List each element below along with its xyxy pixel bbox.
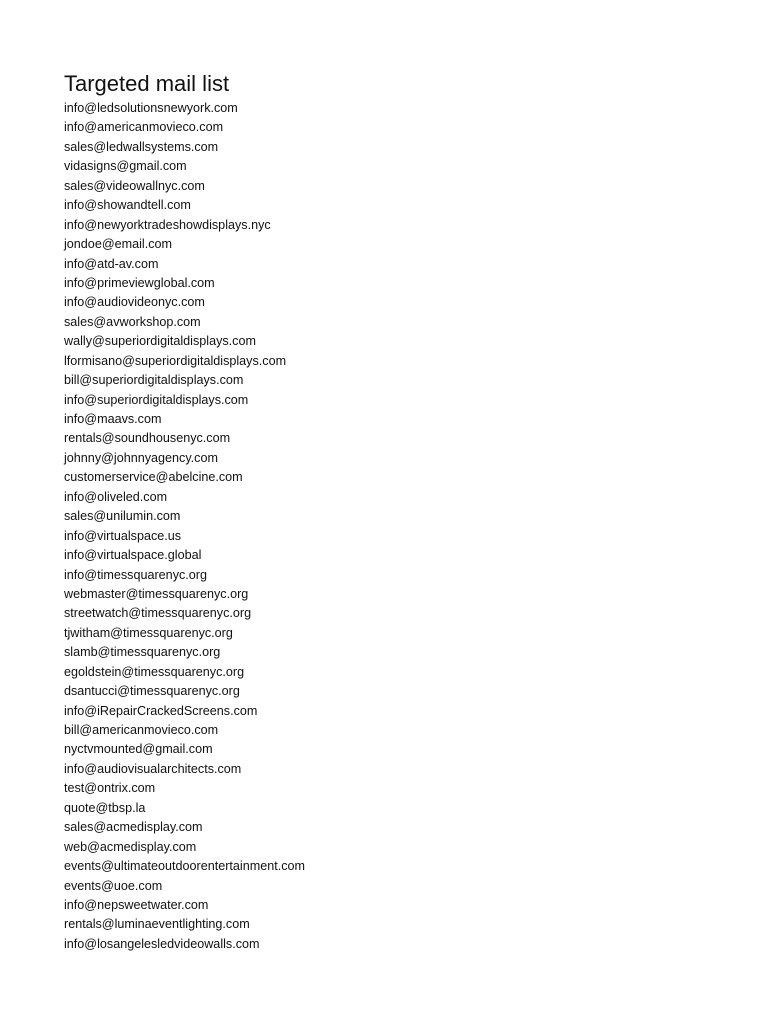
email-list-item: bill@americanmovieco.com xyxy=(64,723,219,737)
email-list-item: johnny@johnnyagency.com xyxy=(64,450,218,465)
email-list-item: dsantucci@timessquarenyc.org xyxy=(64,684,240,699)
email-list-item: sales@unilumin.com xyxy=(64,509,181,524)
email-list-item: info@timessquarenyc.org xyxy=(64,567,207,582)
email-list-item: info@oliveled.com xyxy=(64,489,168,504)
email-list-item: info@losangelesledvideowalls.com xyxy=(64,936,260,951)
email-list-item: info@audiovideonyc.com xyxy=(64,295,205,310)
email-list-item: egoldstein@timessquarenyc.org xyxy=(64,664,245,679)
email-list-item: info@audiovisualarchitects.com xyxy=(64,761,242,776)
email-list-item: nyctvmounted@gmail.com xyxy=(64,742,213,757)
email-list-item: info@atd-av.com xyxy=(64,256,159,271)
email-list-item: sales@acmedisplay.com xyxy=(64,820,203,835)
email-list-item: lformisano@superiordigitaldisplays.com xyxy=(64,353,287,368)
email-list-item: info@virtualspace.global xyxy=(64,548,202,563)
email-list xyxy=(64,99,305,954)
email-list-item: streetwatch@timessquarenyc.org xyxy=(64,606,252,621)
email-list-item: info@nepsweetwater.com xyxy=(64,897,209,912)
email-list-item: info@ledsolutionsnewyork.com xyxy=(64,101,238,115)
email-list-item: sales@avworkshop.com xyxy=(64,314,201,329)
email-list-item: info@virtualspace.us xyxy=(64,528,182,543)
email-list-item: info@americanmovieco.com xyxy=(64,120,224,135)
email-list-item: info@superiordigitaldisplays.com xyxy=(64,392,249,407)
email-list-item: rentals@soundhousenyc.com xyxy=(64,431,231,446)
email-list-item: wally@superiordigitaldisplays.com xyxy=(64,334,256,349)
email-list-item: sales@ledwallsystems.com xyxy=(64,139,219,154)
email-list-item: web@acmedisplay.com xyxy=(64,839,197,854)
document-title: Targeted mail list xyxy=(64,71,230,96)
email-list-item: vidasigns@gmail.com xyxy=(64,159,187,174)
email-list-item: sales@videowallnyc.com xyxy=(64,178,205,193)
email-list-item: customerservice@abelcine.com xyxy=(64,470,243,485)
email-list-item: info@iRepairCrackedScreens.com xyxy=(64,703,258,718)
email-list-item: tjwitham@timessquarenyc.org xyxy=(64,625,233,640)
email-list-item: test@ontrix.com xyxy=(64,781,156,796)
email-list-item: webmaster@timessquarenyc.org xyxy=(64,586,249,601)
email-list-item: jondoe@email.com xyxy=(64,237,172,252)
email-list-item: info@newyorktradeshowdisplays.nyc xyxy=(64,217,271,232)
email-list-item: slamb@timessquarenyc.org xyxy=(64,645,221,660)
email-list-item: events@ultimateoutdoorentertainment.com xyxy=(64,859,305,874)
email-list-item: quote@tbsp.la xyxy=(64,800,146,815)
email-list-item: bill@superiordigitaldisplays.com xyxy=(64,373,244,388)
email-list-item: info@primeviewglobal.com xyxy=(64,275,215,290)
email-list-item: info@maavs.com xyxy=(64,412,162,426)
email-list-item: rentals@luminaeventlighting.com xyxy=(64,917,250,932)
email-list-item: events@uoe.com xyxy=(64,878,163,893)
email-list-item: info@showandtell.com xyxy=(64,198,191,213)
